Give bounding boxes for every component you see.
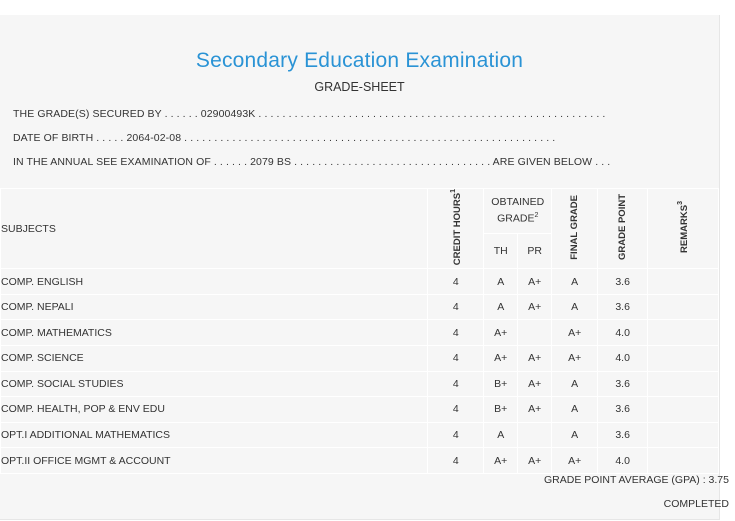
remarks-cell: [648, 269, 719, 295]
remarks-header: [648, 189, 719, 269]
grade-point-label: GRADE POINT: [616, 194, 628, 261]
obtained-grade-note: 2: [534, 212, 539, 220]
credit-cell: 4: [428, 346, 484, 372]
remarks-cell: [648, 397, 719, 423]
credit-cell: 4: [428, 294, 484, 320]
gpa-summary: GRADE POINT AVERAGE (GPA) : 3.75: [544, 474, 729, 486]
pr-cell: A+: [518, 294, 552, 320]
th-header: [484, 234, 518, 269]
grade-point-header: [598, 189, 648, 269]
th-cell: A: [484, 269, 518, 295]
remarks-cell: [648, 448, 719, 474]
subjects-header: [1, 189, 428, 269]
subject-cell: COMP. SOCIAL STUDIES: [1, 371, 428, 397]
final-grade-cell: A+: [552, 448, 598, 474]
th-label: TH: [493, 245, 508, 258]
date-of-birth-line: DATE OF BIRTH . . . . . 2064-02-08 . . . . . . . . . . . . . . . . . . . . . . . . . . . . . . . . . . . . . . . . . . . . . . . . . . . . . . . . . . . . . .: [13, 132, 556, 144]
pr-cell: [518, 422, 552, 448]
remarks-cell: [648, 371, 719, 397]
final-grade-header: [552, 189, 598, 269]
remarks-label: REMARKS: [679, 205, 691, 254]
th-cell: A: [484, 422, 518, 448]
credit-cell: 4: [428, 320, 484, 346]
final-grade-cell: A: [552, 422, 598, 448]
credit-hours-label: CREDIT HOURS: [451, 192, 463, 266]
grade-point-cell: 4.0: [598, 448, 648, 474]
subject-cell: COMP. MATHEMATICS: [1, 320, 428, 346]
final-grade-cell: A: [552, 269, 598, 295]
table-row: [1, 269, 719, 295]
subject-cell: OPT.I ADDITIONAL MATHEMATICS: [1, 422, 428, 448]
subjects-header-label: SUBJECTS: [1, 222, 56, 235]
grade-point-cell: 4.0: [598, 320, 648, 346]
remarks-note: 3: [676, 201, 684, 206]
pr-label: PR: [527, 245, 543, 258]
grade-sheet-card: [0, 15, 720, 520]
final-grade-label: FINAL GRADE: [568, 194, 580, 260]
credit-cell: 4: [428, 422, 484, 448]
credit-cell: 4: [428, 269, 484, 295]
credit-cell: 4: [428, 397, 484, 423]
credit-hours-header: [428, 189, 484, 269]
final-grade-cell: A: [552, 294, 598, 320]
grade-point-cell: 3.6: [598, 371, 648, 397]
final-grade-cell: A+: [552, 320, 598, 346]
table-row: [1, 397, 719, 423]
credit-hours-note: 1: [449, 189, 457, 193]
page-subtitle: GRADE-SHEET: [314, 80, 405, 94]
pr-cell: A+: [518, 269, 552, 295]
obtained-grade-label-2: GRADE: [497, 212, 535, 225]
final-grade-cell: A+: [552, 346, 598, 372]
grade-point-cell: 3.6: [598, 397, 648, 423]
grades-table-body: [1, 269, 719, 474]
table-row: [1, 448, 719, 474]
table-row: [1, 422, 719, 448]
pr-cell: [518, 320, 552, 346]
th-cell: A+: [484, 346, 518, 372]
table-row: [1, 320, 719, 346]
exam-line: IN THE ANNUAL SEE EXAMINATION OF . . . . . . 2079 BS . . . . . . . . . . . . . . . . . . . . . . . . . . . . . . . . . ARE GIVEN BELOW . . .: [13, 156, 611, 168]
obtained-grade-header: [484, 189, 552, 234]
subject-cell: COMP. NEPALI: [1, 294, 428, 320]
remarks-cell: [648, 320, 719, 346]
grades-table: [0, 188, 719, 474]
credit-cell: 4: [428, 448, 484, 474]
remarks-cell: [648, 422, 719, 448]
table-row: [1, 294, 719, 320]
remarks-cell: [648, 346, 719, 372]
grade-point-cell: 3.6: [598, 269, 648, 295]
th-cell: B+: [484, 371, 518, 397]
th-cell: A+: [484, 448, 518, 474]
table-header-row: [1, 189, 719, 234]
grade-point-cell: 3.6: [598, 422, 648, 448]
top-margin: [0, 0, 735, 15]
final-grade-cell: A: [552, 371, 598, 397]
pr-cell: A+: [518, 371, 552, 397]
subject-cell: COMP. ENGLISH: [1, 269, 428, 295]
th-cell: B+: [484, 397, 518, 423]
subject-cell: COMP. SCIENCE: [1, 346, 428, 372]
obtained-grade-label-1: OBTAINED: [491, 196, 545, 209]
th-cell: A+: [484, 320, 518, 346]
pr-cell: A+: [518, 448, 552, 474]
pr-cell: A+: [518, 346, 552, 372]
table-row: [1, 346, 719, 372]
result-status: COMPLETED: [663, 498, 729, 510]
subject-cell: COMP. HEALTH, POP & ENV EDU: [1, 397, 428, 423]
grade-point-cell: 4.0: [598, 346, 648, 372]
symbol-number-line: THE GRADE(S) SECURED BY . . . . . . 02900493K . . . . . . . . . . . . . . . . . . . . . . . . . . . . . . . . . . . . . . . . . . . . . . . . . . . . . . . . . .: [13, 108, 606, 120]
remarks-cell: [648, 294, 719, 320]
page-title: Secondary Education Examination: [195, 49, 524, 72]
pr-header: [518, 234, 552, 269]
subject-cell: OPT.II OFFICE MGMT & ACCOUNT: [1, 448, 428, 474]
grade-point-cell: 3.6: [598, 294, 648, 320]
th-cell: A: [484, 294, 518, 320]
final-grade-cell: A: [552, 397, 598, 423]
table-row: [1, 371, 719, 397]
credit-cell: 4: [428, 371, 484, 397]
pr-cell: A+: [518, 397, 552, 423]
